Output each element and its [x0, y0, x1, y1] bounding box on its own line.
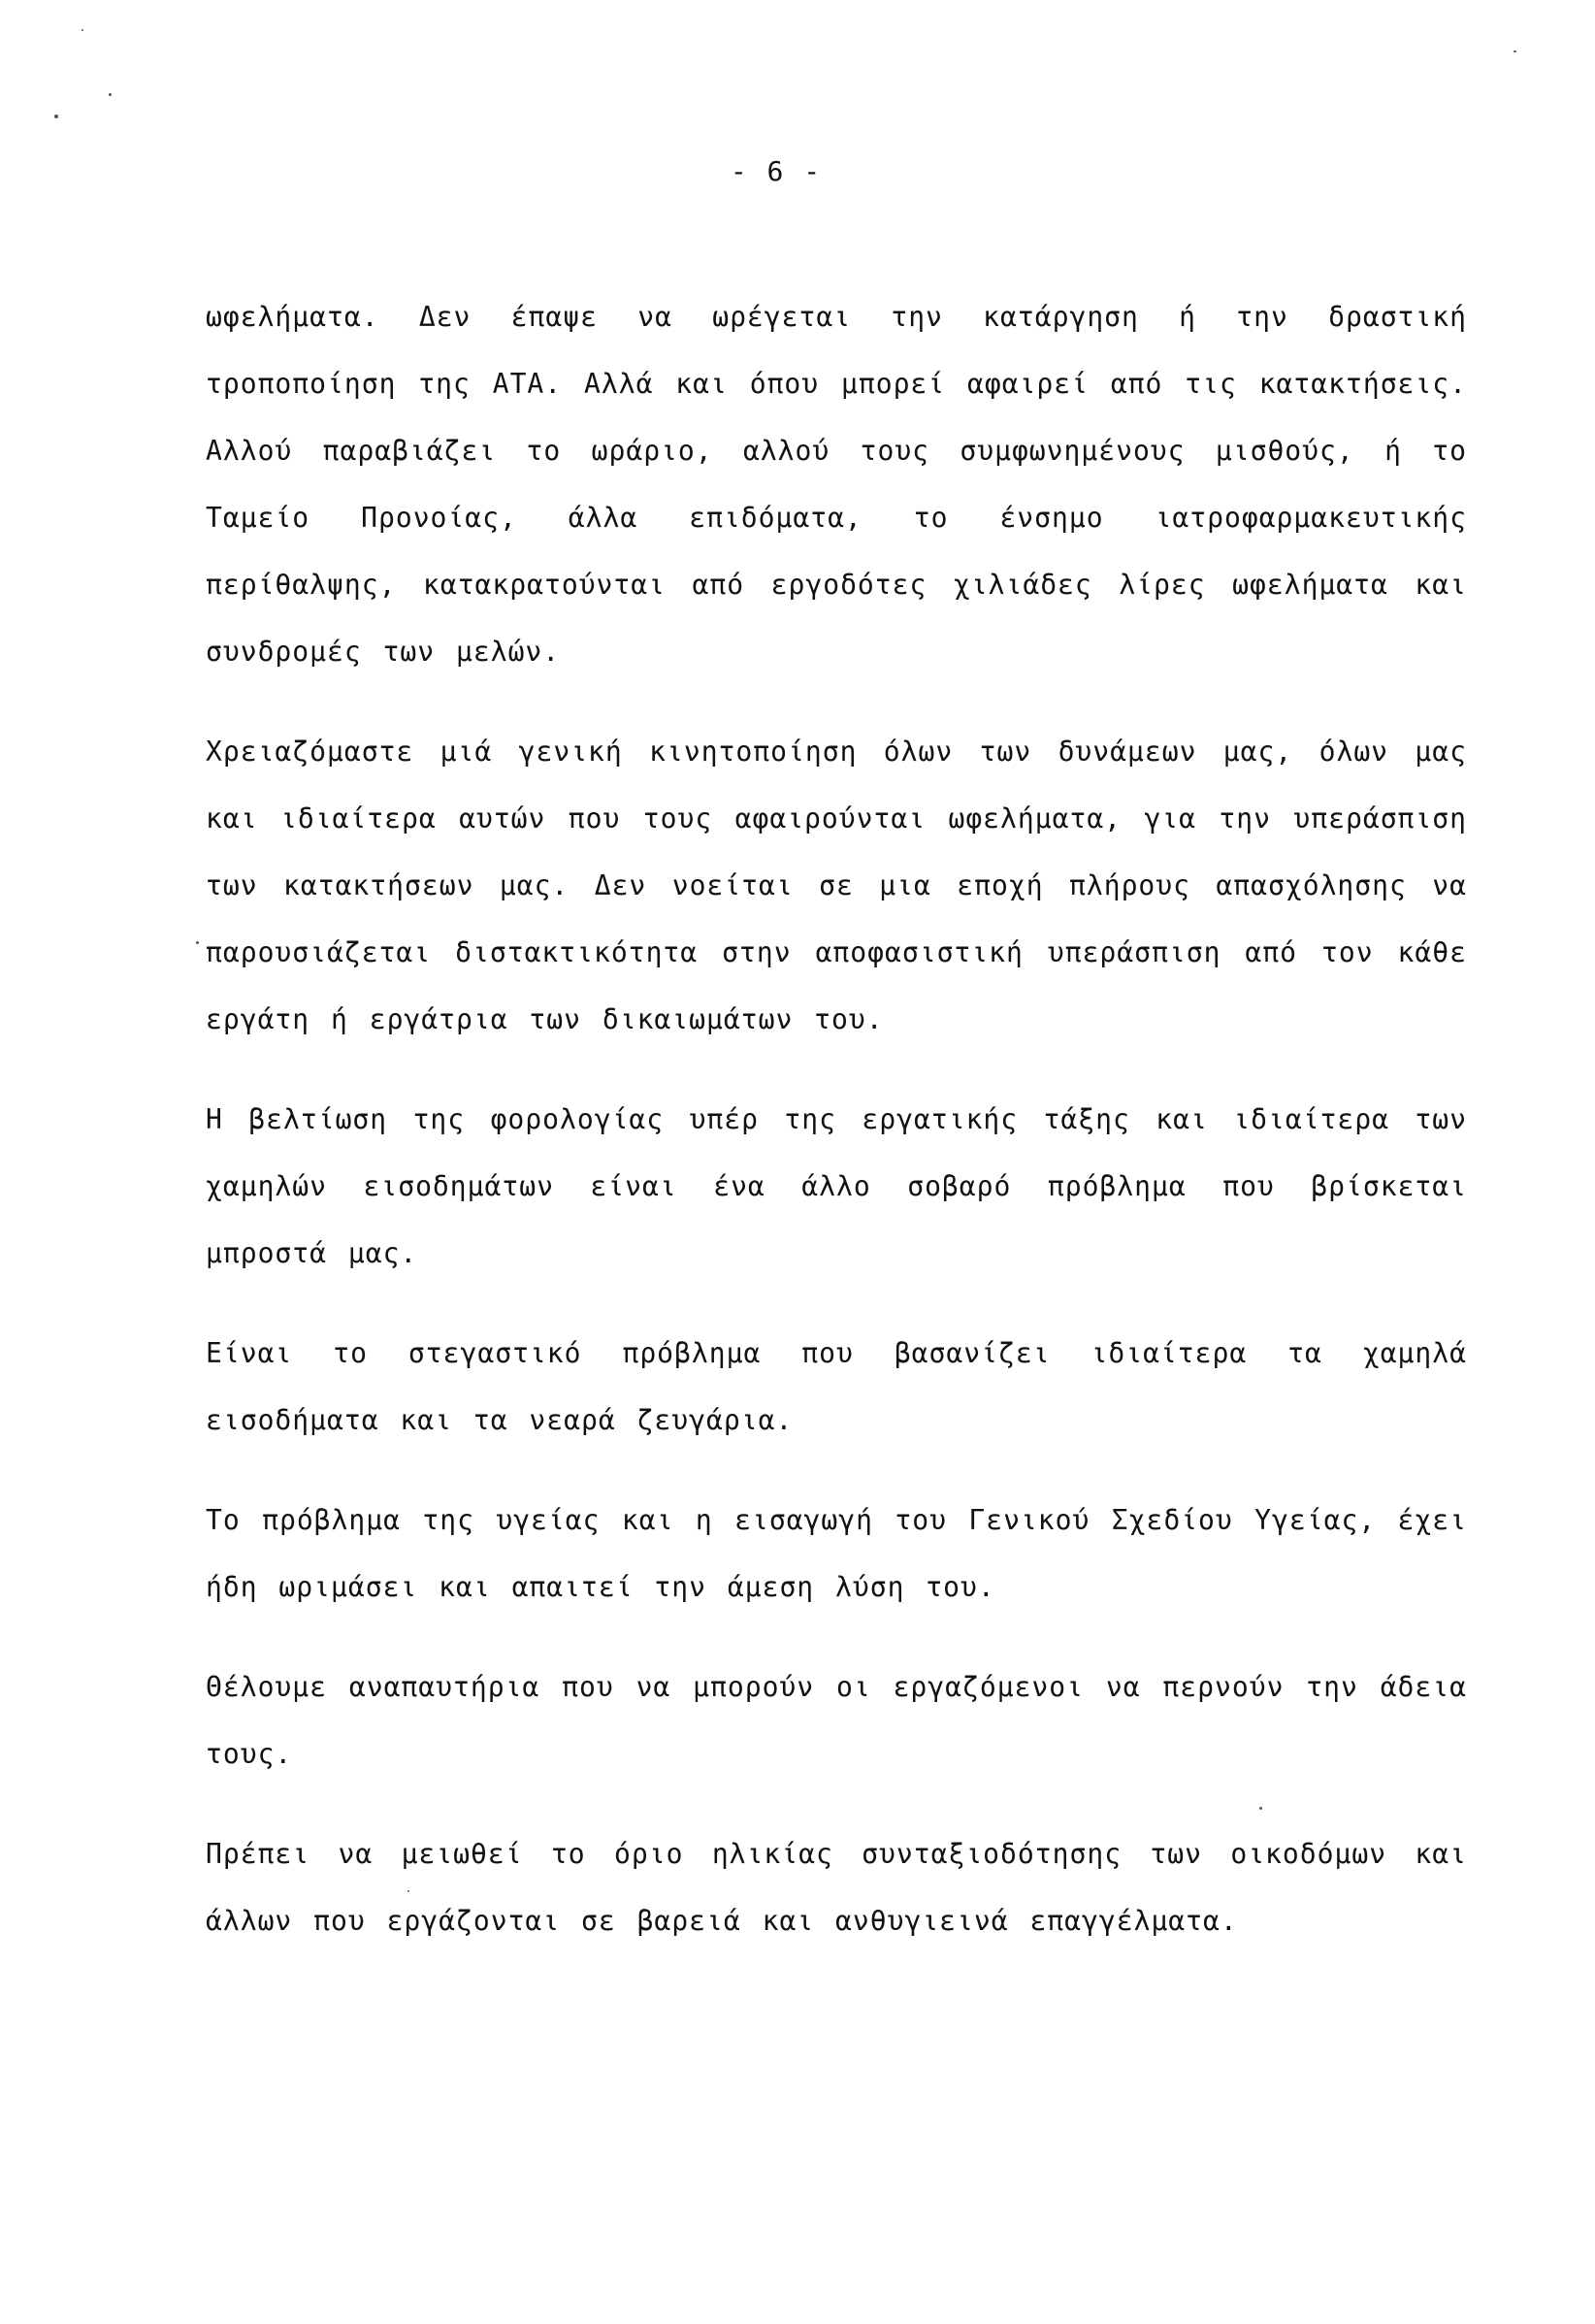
scan-speck	[81, 29, 83, 31]
scan-speck	[1514, 50, 1516, 52]
scan-speck	[109, 93, 112, 96]
document-body	[206, 283, 1467, 1954]
paragraph-benefits: ωφελήματα. Δεν έπαψε να ωρέγεται την κατάργηση ή την δραστική τροποποίηση της ΑΤΑ. Αλλά και όπου μπορεί αφαιρεί από τις κατακτήσεις. Αλλού παραβιάζει το ωράριο, αλλού τους συμφωνημένους μισθούς, ή το Ταμείο Προνοίας, άλλα επιδόματα, το ένσημο ιατροφαρμακευτικής περίθαλψης, κατακρατούνται από εργοδότες χιλιάδες λίρες ωφελήματα και συνδρομές των μελών.	[206, 301, 1467, 668]
paragraph-holiday-homes: Θέλουμε αναπαυτήρια που να μπορούν οι εργαζόμενοι να περνούν την άδεια τους.	[206, 1671, 1467, 1770]
paragraph-housing: Είναι το στεγαστικό πρόβλημα που βασανίζει ιδιαίτερα τα χαμηλά εισοδήματα και τα νεαρά ζευγάρια.	[206, 1337, 1467, 1436]
paragraph-health: Το πρόβλημα της υγείας και η εισαγωγή του Γενικού Σχεδίου Υγείας, έχει ήδη ωριμάσει και απαιτεί την άμεση λύση του.	[206, 1504, 1467, 1603]
scan-speck	[1259, 1807, 1262, 1810]
scan-speck	[54, 115, 58, 118]
scan-speck	[407, 1890, 409, 1892]
paragraph-taxation: Η βελτίωση της φορολογίας υπέρ της εργατικής τάξης και ιδιαίτερα των χαμηλών εισοδημάτων είναι ένα άλλο σοβαρό πρόβλημα που βρίσκεται μπροστά μας.	[206, 1103, 1467, 1269]
paragraph-mobilization: Χρειαζόμαστε μιά γενική κινητοποίηση όλων των δυνάμεων μας, όλων μας και ιδιαίτερα αυτών που τους αφαιρούνται ωφελήματα, για την υπεράσπιση των κατακτήσεων μας. Δεν νοείται σε μια εποχή πλήρους απασχόλησης να παρουσιάζεται διστακτικότητα στην αποφασιστική υπεράσπιση από τον κάθε εργάτη ή εργάτρια των δικαιωμάτων του.	[206, 736, 1467, 1035]
scan-speck	[196, 941, 199, 944]
paragraph-retirement-age: Πρέπει να μειωθεί το όριο ηλικίας συνταξιοδότησης των οικοδόμων και άλλων που εργάζονται σε βαρειά και ανθυγιεινά επαγγέλματα.	[206, 1838, 1467, 1937]
page-number: - 6 -	[730, 155, 823, 187]
